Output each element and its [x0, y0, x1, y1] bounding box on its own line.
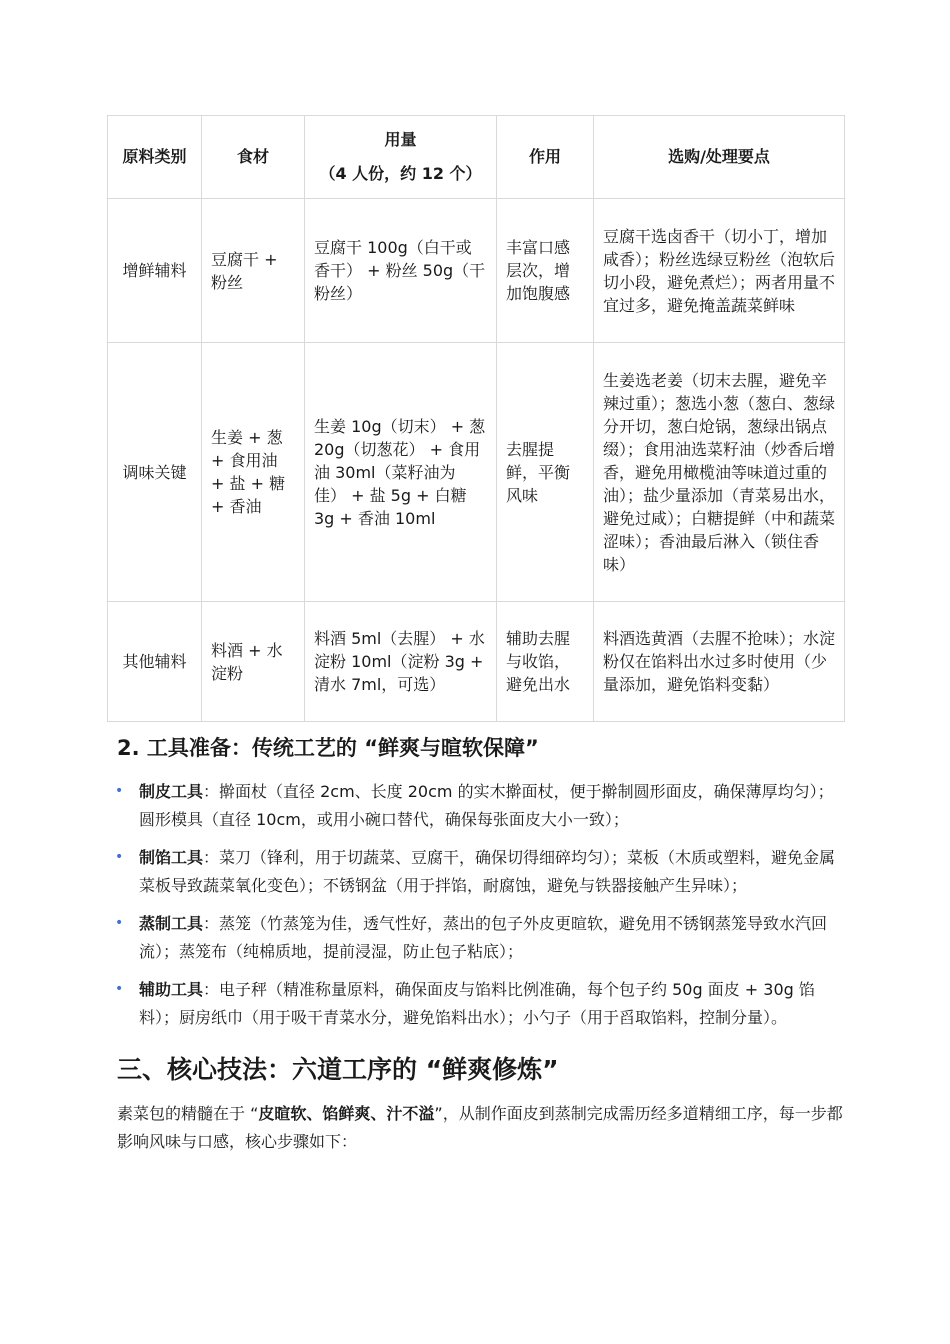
cell-tips: 豆腐干选卤香干（切小丁，增加咸香）；粉丝选绿豆粉丝（泡软后切小段，避免煮烂）；两者用量不宜过多，避免掩盖蔬菜鲜味 [594, 199, 845, 343]
cell-tips: 生姜选老姜（切末去腥，避免辛辣过重）；葱选小葱（葱白、葱绿分开切，葱白炝锅，葱绿出锅点缀）；食用油选菜籽油（炒香后增香，避免用橄榄油等味道过重的油）；盐少量添加（青菜易出水，避免过咸）；白糖提鲜（中和蔬菜涩味）；香油最后淋入（锁住香味） [594, 343, 845, 602]
cell-tips: 料酒选黄酒（去腥不抢味）；水淀粉仅在馅料出水过多时使用（少量添加，避免馅料变黏） [594, 602, 845, 722]
list-item-text: ：蒸笼（竹蒸笼为佳，透气性好，蒸出的包子外皮更暄软，避免用不锈钢蒸笼导致水汽回流）；蒸笼布（纯棉质地，提前浸湿，防止包子粘底）； [139, 914, 828, 961]
bullet-icon: • [115, 981, 124, 997]
intro-text-pre: 素菜包的精髓在于 “ [117, 1104, 259, 1123]
cell-category: 增鲜辅料 [108, 199, 202, 343]
header-effect: 作用 [497, 116, 594, 199]
list-item [107, 976, 844, 1031]
header-category: 原料类别 [108, 116, 202, 199]
document-page [107, 115, 844, 1156]
list-item [107, 844, 844, 899]
section-heading-techniques: 三、核心技法：六道工序的 “鲜爽修炼” [117, 1055, 559, 1084]
table-row [108, 602, 845, 722]
cell-ingredient: 豆腐干 + 粉丝 [202, 199, 305, 343]
cell-amount: 料酒 5ml（去腥） + 水淀粉 10ml（淀粉 3g + 清水 7ml，可选） [305, 602, 497, 722]
cell-effect: 辅助去腥与收馅，避免出水 [497, 602, 594, 722]
header-amount-line2: （4 人份，约 12 个） [319, 164, 482, 183]
cell-effect: 去腥提鲜，平衡风味 [497, 343, 594, 602]
table-row [108, 343, 845, 602]
bullet-icon: • [115, 783, 124, 799]
list-item [107, 910, 844, 965]
header-tips: 选购/处理要点 [594, 116, 845, 199]
ingredient-table [107, 115, 845, 722]
list-item-label: 蒸制工具 [139, 914, 204, 933]
cell-category: 其他辅料 [108, 602, 202, 722]
cell-category: 调味关键 [108, 343, 202, 602]
list-item-label: 辅助工具 [139, 980, 204, 999]
list-item-text: ：擀面杖（直径 2cm、长度 20cm 的实木擀面杖，便于擀制圆形面皮，确保薄厚均匀）；圆形模具（直径 10cm，或用小碗口替代，确保每张面皮大小一致）； [139, 782, 834, 829]
intro-paragraph [117, 1100, 844, 1156]
list-item-label: 制皮工具 [139, 782, 204, 801]
bullet-icon: • [115, 849, 124, 865]
list-item [107, 778, 844, 833]
list-item-label: 制馅工具 [139, 848, 204, 867]
table-header-row [108, 116, 845, 199]
tools-list [107, 778, 844, 1031]
table-row [108, 199, 845, 343]
header-amount-line1: 用量 [384, 130, 417, 149]
list-item-text: ：电子秤（精准称量原料，确保面皮与馅料比例准确，每个包子约 50g 面皮 + 30g 馅料）；厨房纸巾（用于吸干青菜水分，避免馅料出水）；小勺子（用于舀取馅料，控制分量）。 [139, 980, 815, 1027]
header-ingredient: 食材 [202, 116, 305, 199]
header-amount [305, 116, 497, 199]
intro-text-bold: 皮暄软、馅鲜爽、汁不溢 [258, 1104, 435, 1123]
section-heading-tools: 2. 工具准备：传统工艺的 “鲜爽与暄软保障” [117, 736, 539, 760]
cell-amount: 豆腐干 100g（白干或香干） + 粉丝 50g（干粉丝） [305, 199, 497, 343]
list-item-text: ：菜刀（锋利，用于切蔬菜、豆腐干，确保切得细碎均匀）；菜板（木质或塑料，避免金属菜板导致蔬菜氧化变色）；不锈钢盆（用于拌馅，耐腐蚀，避免与铁器接触产生异味）； [139, 848, 836, 895]
cell-effect: 丰富口感层次，增加饱腹感 [497, 199, 594, 343]
cell-amount: 生姜 10g（切末） + 葱 20g（切葱花） + 食用油 30ml（菜籽油为佳） + 盐 5g + 白糖 3g + 香油 10ml [305, 343, 497, 602]
bullet-icon: • [115, 915, 124, 931]
intro-text-post: ”，从制作面皮到蒸制完成需历经多道精细工序，每一步都影响风味与口感，核心步骤如下： [117, 1104, 843, 1151]
cell-ingredient: 料酒 + 水淀粉 [202, 602, 305, 722]
cell-ingredient: 生姜 + 葱 + 食用油 + 盐 + 糖 + 香油 [202, 343, 305, 602]
